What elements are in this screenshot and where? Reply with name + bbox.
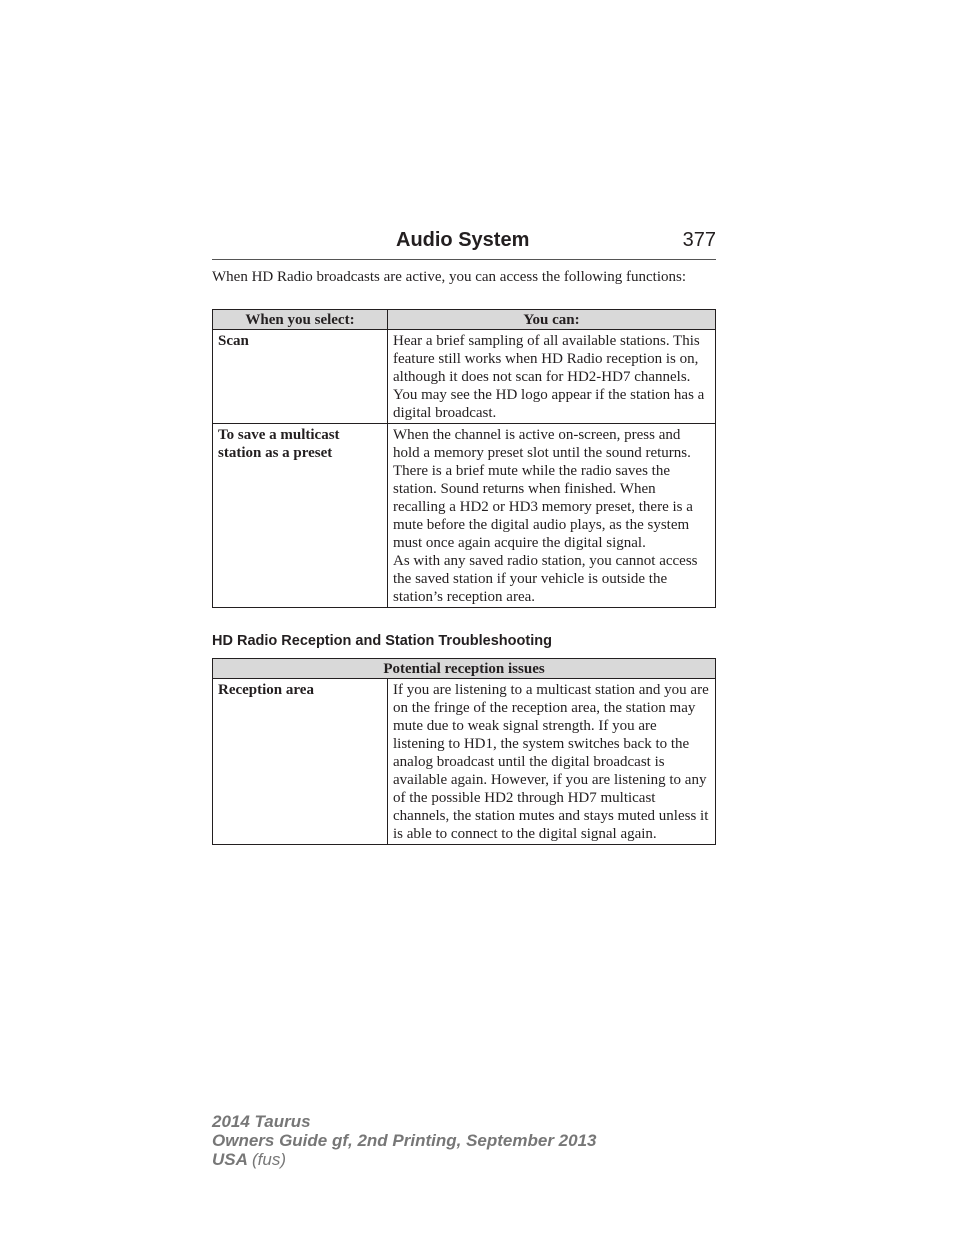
subheading: HD Radio Reception and Station Troubleshooting — [212, 633, 552, 649]
footer-guide: Owners Guide gf, 2nd Printing, September 2013 — [212, 1131, 597, 1150]
page-footer — [212, 1112, 596, 1169]
table-header-row — [213, 659, 716, 679]
section-title: Audio System — [396, 229, 530, 251]
column-header-you-can: You can: — [388, 310, 716, 330]
row-label-save-multicast: To save a multicast station as a preset — [213, 424, 388, 608]
footer-region — [212, 1150, 596, 1169]
table-row — [213, 330, 716, 424]
table-header-row — [213, 310, 716, 330]
row-label-scan: Scan — [213, 330, 388, 424]
intro-paragraph: When HD Radio broadcasts are active, you can access the following functions: — [212, 269, 687, 285]
cell-paragraph: Hear a brief sampling of all available stations. This feature still works when HD Radio reception is on, although it does not scan for HD2-HD7 channels. You may see the HD logo appear if the station has a digital broadcast. — [393, 333, 705, 421]
row-description — [388, 679, 716, 845]
row-label-reception-area: Reception area — [213, 679, 388, 845]
reception-table-wrapper — [212, 658, 716, 845]
footer-region-main: USA — [212, 1150, 248, 1169]
functions-table-wrapper — [212, 309, 716, 608]
page-number: 377 — [682, 229, 716, 251]
functions-table — [212, 309, 716, 608]
table-row — [213, 679, 716, 845]
reception-issues-table — [212, 658, 716, 845]
table-row — [213, 424, 716, 608]
cell-paragraph: If you are listening to a multicast station and you are on the fringe of the reception area, the station may mute due to weak signal strength. If you are listening to HD1, the system switches back to the analog broadcast until the digital broadcast is available again. However, if you are listening to any of the possible HD2 through HD7 multicast channels, the station mutes and stays muted unless it is able to connect to the digital signal again. — [393, 682, 709, 842]
page-header — [212, 229, 716, 260]
cell-paragraph: As with any saved radio station, you cannot access the saved station if your vehicle is outside the station’s reception area. — [393, 553, 698, 605]
column-header-potential-issues: Potential reception issues — [213, 659, 716, 679]
cell-paragraph: When the channel is active on-screen, press and hold a memory preset slot until the sound returns. There is a brief mute while the radio saves the station. Sound returns when finished. When recalling a HD2 or HD3 memory preset, there is a mute before the digital audio plays, as the system must once again acquire the digital signal. — [393, 427, 693, 551]
footer-region-code: (fus) — [252, 1150, 286, 1169]
footer-model: 2014 Taurus — [212, 1112, 311, 1131]
row-description — [388, 330, 716, 424]
row-description — [388, 424, 716, 608]
column-header-when-you-select: When you select: — [213, 310, 388, 330]
